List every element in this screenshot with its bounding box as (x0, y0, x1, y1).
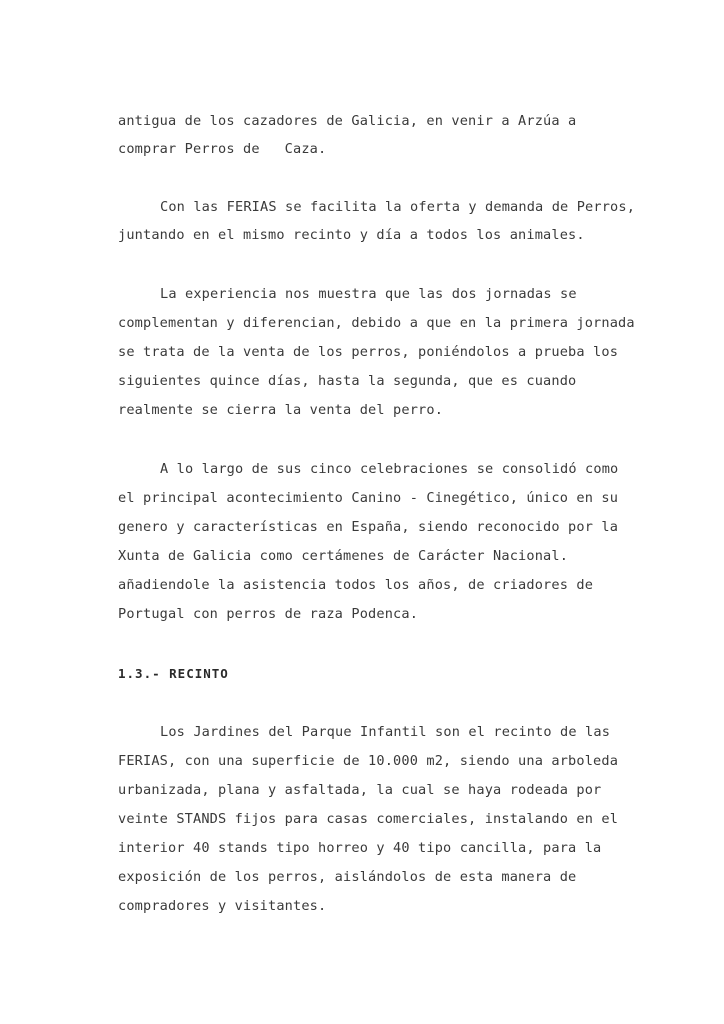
paragraph-4-line-4: Xunta de Galicia como certámenes de Carácter Nacional. (118, 548, 569, 564)
paragraph-2-line-2: juntando en el mismo recinto y día a todos los animales. (118, 227, 585, 243)
paragraph-1-line-2: comprar Perros de Caza. (118, 141, 327, 157)
paragraph-5-line-6: exposición de los perros, aislándolos de esta manera de (118, 869, 577, 885)
paragraph-2-line-1: Con las FERIAS se facilita la oferta y demanda de Perros, (160, 199, 636, 215)
paragraph-5-line-2: FERIAS, con una superficie de 10.000 m2, siendo una arboleda (118, 753, 619, 769)
paragraph-3-line-5: realmente se cierra la venta del perro. (118, 402, 444, 418)
paragraph-5-line-3: urbanizada, plana y asfaltada, la cual se haya rodeada por (118, 782, 602, 798)
paragraph-4-line-1: A lo largo de sus cinco celebraciones se consolidó como (160, 461, 619, 477)
paragraph-3-line-4: siguientes quince días, hasta la segunda, que es cuando (118, 373, 577, 389)
paragraph-5-line-5: interior 40 stands tipo horreo y 40 tipo cancilla, para la (118, 840, 602, 856)
paragraph-4-line-5: añadiendole la asistencia todos los años, de criadores de (118, 577, 594, 593)
paragraph-3-line-1: La experiencia nos muestra que las dos jornadas se (160, 286, 577, 302)
paragraph-3-line-3: se trata de la venta de los perros, poniéndolos a prueba los (118, 344, 619, 360)
section-heading: 1.3.- RECINTO (118, 666, 229, 681)
paragraph-4-line-3: genero y características en España, siendo reconocido por la (118, 519, 619, 535)
paragraph-5-line-7: compradores y visitantes. (118, 898, 327, 914)
paragraph-5-line-1: Los Jardines del Parque Infantil son el recinto de las (160, 724, 611, 740)
paragraph-4-line-6: Portugal con perros de raza Podenca. (118, 606, 419, 622)
paragraph-3-line-2: complementan y diferencian, debido a que en la primera jornada (118, 315, 635, 331)
paragraph-5-line-4: veinte STANDS fijos para casas comerciales, instalando en el (118, 811, 619, 827)
paragraph-1-line-1: antigua de los cazadores de Galicia, en venir a Arzúa a (118, 113, 577, 129)
paragraph-4-line-2: el principal acontecimiento Canino - Cinegético, único en su (118, 490, 619, 506)
